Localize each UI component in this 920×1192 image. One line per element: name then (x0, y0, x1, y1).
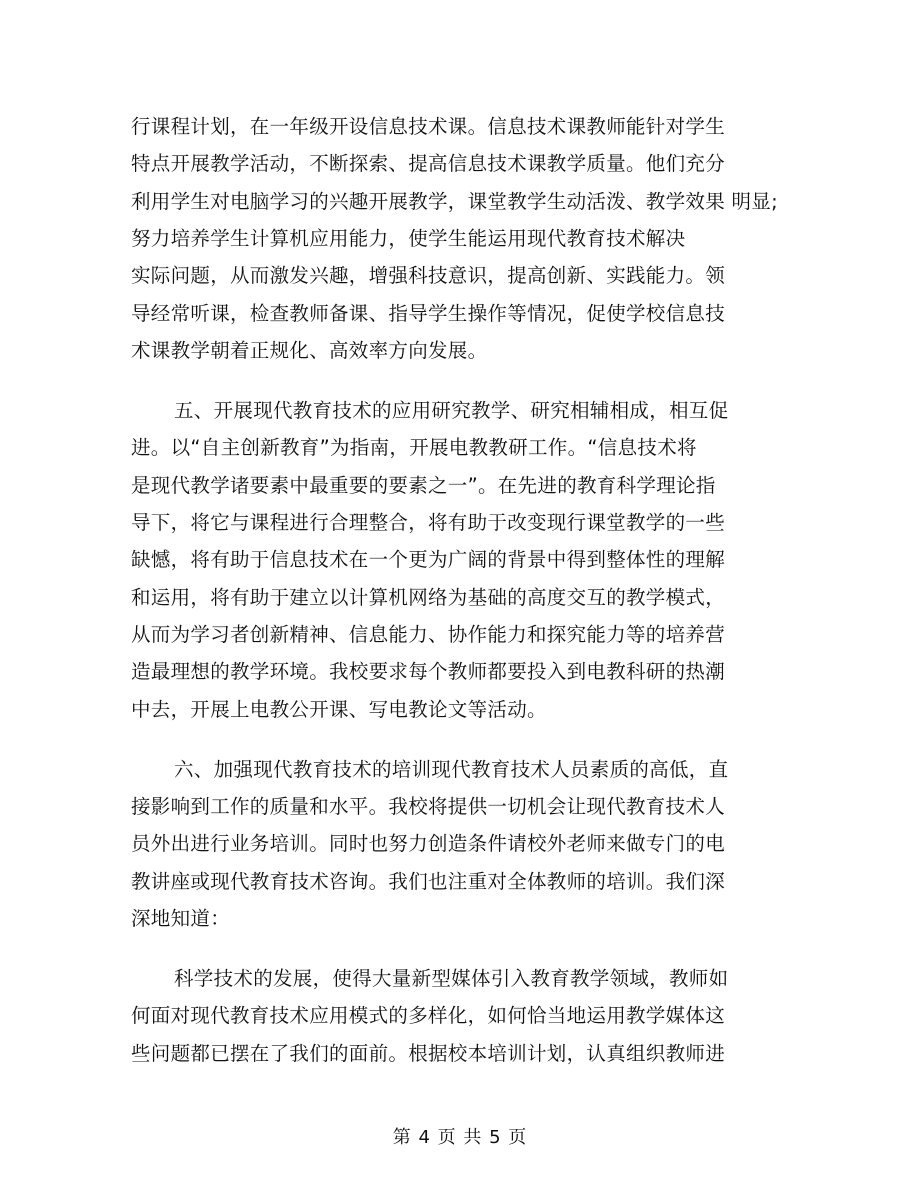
text-line: 造最理想的教学环境。我校要求每个教师都要投入到电教科研的热潮 (131, 660, 726, 683)
text-line: 术课教学朝着正规化、高效率方向发展。 (131, 339, 488, 362)
text-line: 行课程计划，在一年级开设信息技术课。信息技术课教师能针对学生 (131, 115, 726, 138)
text-line: 利用学生对电脑学习的兴趣开展教学，课堂教学生动活泼、教学效果 明显; (131, 190, 778, 213)
text-line: 缺憾，将有助于信息技术在一个更为广阔的背景中得到整体性的理解 (131, 548, 726, 571)
text-line: 和运用，将有助于建立以计算机网络为基础的高度交互的教学模式， (131, 586, 726, 609)
paragraph-start: 科学技术的发展，使得大量新型媒体引入教育教学领域，教师如 (174, 967, 729, 990)
text-line: 中去，开展上电教公开课、写电教论文等活动。 (131, 698, 547, 721)
text-line: 些问题都已摆在了我们的面前。根据校本培训计划，认真组织教师进 (131, 1042, 726, 1065)
text-line: 导下，将它与课程进行合理整合，将有助于改变现行课堂教学的一些 (131, 511, 726, 534)
text-line: 深地知道： (131, 907, 231, 930)
paragraph-heading-six: 六、加强现代教育技术的培训现代教育技术人员素质的高低，直 (174, 758, 729, 781)
text-line: 教讲座或现代教育技术咨询。我们也注重对全体教师的培训。我们深 (131, 870, 726, 893)
page-number-footer: 第 4 页 共 5 页 (392, 1127, 528, 1148)
text-line: 是现代教学诸要素中最重要的要素之一”。在先进的教育科学理论指 (131, 474, 716, 497)
text-line: 接影响到工作的质量和水平。我校将提供一切机会让现代教育技术人 (131, 795, 726, 818)
text-line: 何面对现代教育技术应用模式的多样化，如何恰当地运用教学媒体这 (131, 1004, 726, 1027)
text-line: 进。以“自主创新教育”为指南，开展电教教研工作。“信息技术将 (131, 436, 697, 459)
text-line: 员外出进行业务培训。同时也努力创造条件请校外老师来做专门的电 (131, 832, 726, 855)
paragraph-heading-five: 五、开展现代教育技术的应用研究教学、研究相辅相成，相互促 (174, 399, 729, 422)
text-line: 努力培养学生计算机应用能力，使学生能运用现代教育技术解决 (131, 227, 686, 250)
text-line: 特点开展教学活动，不断探索、提高信息技术课教学质量。他们充分 (131, 152, 726, 175)
text-line: 实际问题，从而激发兴趣，增强科技意识，提高创新、实践能力。领 (131, 264, 726, 287)
text-line: 导经常听课，检查教师备课、指导学生操作等情况，促使学校信息技 (131, 302, 726, 325)
text-line: 从而为学习者创新精神、信息能力、协作能力和探究能力等的培养营 (131, 623, 726, 646)
